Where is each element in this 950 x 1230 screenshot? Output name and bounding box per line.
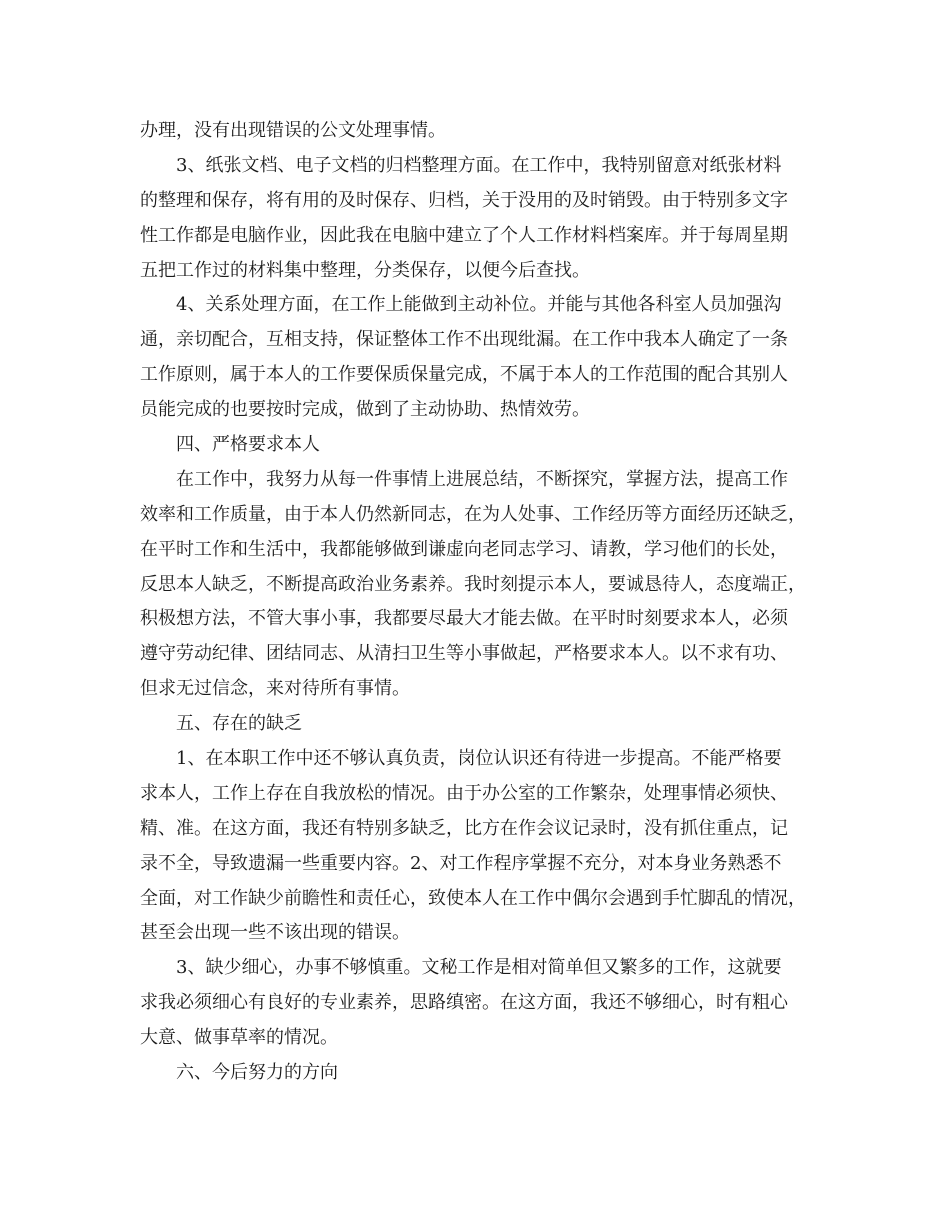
text-line: 员能完成的也要按时完成，做到了主动协助、热情效劳。 xyxy=(140,399,590,421)
paragraph-first-line: 五、存在的缺乏 xyxy=(176,713,302,735)
paragraph-first-line: 六、今后努力的方向 xyxy=(176,1062,338,1084)
text-line: 办理，没有出现错误的公文处理事情。 xyxy=(140,120,446,141)
text-line: 反思本人缺乏，不断提高政治业务素养。我时刻提示本人，要诚恳待人，态度端正， xyxy=(140,573,806,595)
text-line: 在平时工作和生活中，我都能够做到谦虚向老同志学习、请教，学习他们的长处， xyxy=(140,538,788,560)
text-line: 精、准。在这方面，我还有特别多缺乏，比方在作会议记录时，没有抓住重点，记 xyxy=(140,817,788,839)
paragraph-first-line: 4、关系处理方面，在工作上能做到主动补位。并能与其他各科室人员加强沟 xyxy=(176,294,782,316)
text-line: 求本人，工作上存在自我放松的情况。由于办公室的工作繁杂，处理事情必须快、 xyxy=(140,782,788,804)
text-line: 通，亲切配合，互相支持，保证整体工作不出现纰漏。在工作中我本人确定了一条 xyxy=(140,329,788,351)
text-line: 的整理和保存，将有用的及时保存、归档，关于没用的及时销毁。由于特别多文字 xyxy=(140,189,788,211)
paragraph-first-line: 四、严格要求本人 xyxy=(176,434,320,456)
text-line: 大意、做事草率的情况。 xyxy=(140,1027,338,1049)
text-line: 效率和工作质量，由于本人仍然新同志，在为人处事、工作经历等方面经历还缺乏， xyxy=(140,503,806,525)
text-line: 甚至会出现一些不该出现的错误。 xyxy=(140,922,410,944)
text-line: 工作原则，属于本人的工作要保质保量完成，不属于本人的工作范围的配合其别人 xyxy=(140,364,788,386)
paragraph-first-line: 3、缺少细心，办事不够慎重。文秘工作是相对简单但又繁多的工作，这就要 xyxy=(176,957,782,979)
text-line: 五把工作过的材料集中整理，分类保存，以便今后查找。 xyxy=(140,259,590,281)
text-line: 积极想方法，不管大事小事，我都要尽最大才能去做。在平时时刻要求本人，必须 xyxy=(140,608,788,630)
document-body xyxy=(140,114,830,1091)
text-line: 全面，对工作缺少前瞻性和责任心，致使本人在工作中偶尔会遇到手忙脚乱的情况， xyxy=(140,887,806,909)
text-line: 遵守劳动纪律、团结同志、从清扫卫生等小事做起，严格要求本人。以不求有功、 xyxy=(140,643,788,665)
paragraph-first-line: 1、在本职工作中还不够认真负责，岗位认识还有待进一步提高。不能严格要 xyxy=(176,748,782,770)
text-line: 录不全，导致遗漏一些重要内容。2、对工作程序掌握不充分，对本身业务熟悉不 xyxy=(140,852,782,874)
paragraph-first-line: 3、纸张文档、电子文档的归档整理方面。在工作中，我特别留意对纸张材料 xyxy=(176,154,782,176)
text-line: 性工作都是电脑作业，因此我在电脑中建立了个人工作材料档案库。并于每周星期 xyxy=(140,224,788,246)
text-line: 求我必须细心有良好的专业素养，思路缜密。在这方面，我还不够细心，时有粗心 xyxy=(140,992,788,1014)
text-line: 但求无过信念，来对待所有事情。 xyxy=(140,678,410,700)
paragraph-first-line: 在工作中，我努力从每一件事情上进展总结，不断探究，掌握方法，提高工作 xyxy=(176,468,788,490)
